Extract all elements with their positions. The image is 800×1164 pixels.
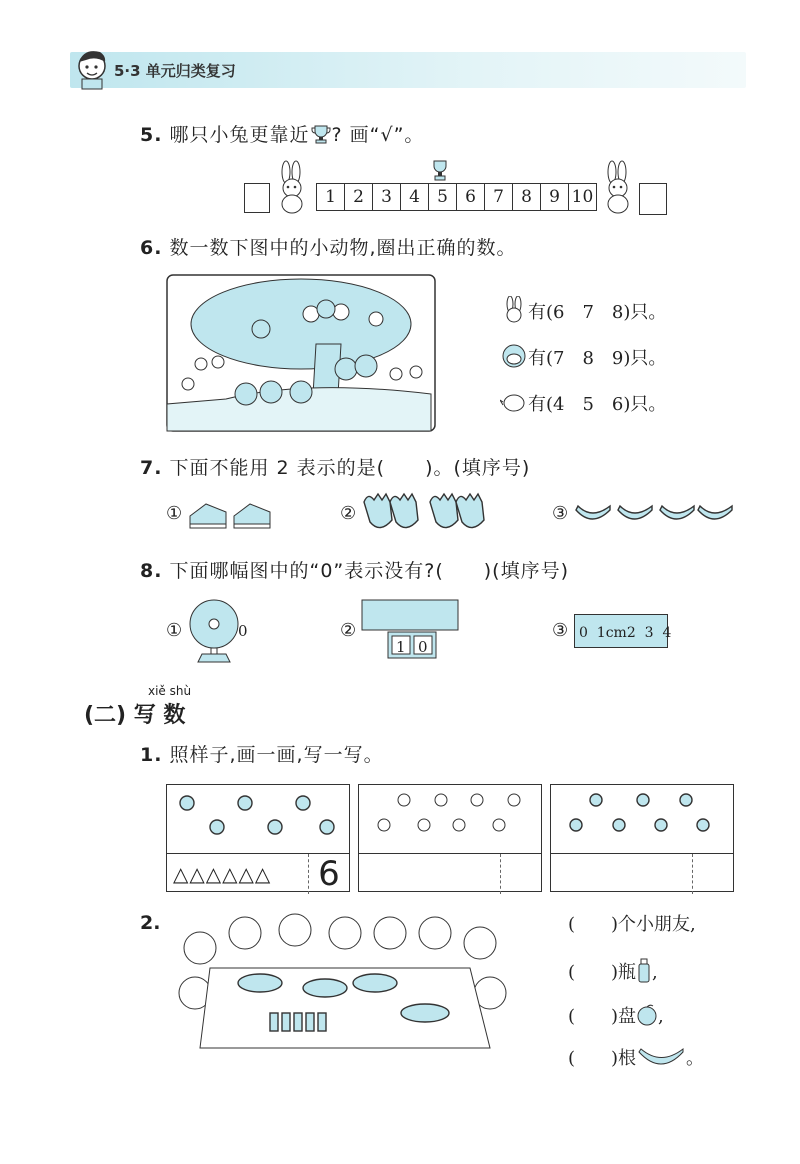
s2q1-text: 照样子,画一画,写一写。 — [169, 744, 384, 766]
ruler-cell: 2 — [345, 184, 373, 210]
q6-monkey-row — [500, 342, 666, 370]
q7-number: 7. — [140, 457, 163, 479]
q7-option-1-label: ① — [166, 503, 183, 524]
shoes-icon — [186, 498, 276, 532]
q6-number: 6. — [140, 237, 163, 259]
orange-icon — [636, 1004, 658, 1026]
ruler-cell: 1 — [317, 184, 345, 210]
animal-scene-illustration — [166, 274, 436, 432]
ruler-cell: 8 — [513, 184, 541, 210]
electric-fan-icon — [186, 596, 266, 666]
gloves-icon — [360, 490, 490, 538]
s2q2-oranges-row — [568, 1002, 664, 1028]
q6-rabbit-answer[interactable]: 有(6 7 8)只。 — [528, 302, 667, 323]
bananas-icon — [572, 496, 737, 530]
ruler-cell: 4 — [401, 184, 429, 210]
q5-answer-box-right[interactable] — [639, 183, 667, 215]
flowers-illustration — [167, 785, 349, 849]
roses-illustration — [551, 785, 733, 849]
rabbit-icon — [500, 296, 528, 324]
s2q2-bottles-row — [568, 958, 658, 984]
q6-monkey-answer[interactable]: 有(7 8 9)只。 — [528, 348, 667, 369]
q8-number: 8. — [140, 560, 163, 582]
trophy-marker-icon — [428, 158, 452, 184]
ruler-cell: 7 — [485, 184, 513, 210]
section2-title: (二) 写 数 — [84, 703, 186, 728]
q7-text: 下面不能用 2 表示的是( )。(填序号) — [169, 457, 531, 479]
ruler-cell: 6 — [457, 184, 485, 210]
s2q2-oranges-answer[interactable]: ( )盘 — [568, 1006, 637, 1027]
score-right: 0 — [418, 638, 428, 656]
q6-rabbit-row — [500, 296, 666, 324]
rabbit-left-icon — [272, 160, 312, 215]
bird-icon — [500, 388, 528, 416]
practice-card-3 — [550, 784, 734, 892]
q5-number-line — [316, 183, 597, 211]
q8-line — [140, 556, 569, 583]
q5-number: 5. — [140, 124, 163, 146]
q6-text: 数一数下图中的小动物,圈出正确的数。 — [169, 237, 517, 259]
q7-option-2-label: ② — [340, 503, 357, 524]
s2q1-number: 1. — [140, 744, 163, 766]
q8-text: 下面哪幅图中的“0”表示没有?( )(填序号) — [169, 560, 570, 582]
monkey-icon — [500, 342, 528, 370]
fan-switch-label: 0 — [238, 622, 248, 640]
ruler-illustration: 0 1cm2 3 4 — [574, 614, 668, 648]
write-digit-box[interactable] — [500, 854, 541, 894]
s2q2-bananas-row — [568, 1044, 704, 1070]
s2q2-bananas-answer[interactable]: ( )根 — [568, 1048, 637, 1069]
q8-option-1-label: ① — [166, 620, 183, 641]
header-title: 5·3 单元归类复习 — [114, 62, 236, 80]
s2q2-number: 2. — [140, 912, 161, 934]
q7-option-3-label: ③ — [552, 503, 569, 524]
q7-line — [140, 453, 530, 480]
q6-bird-row — [500, 388, 666, 416]
sample-digit-box — [308, 854, 349, 894]
s2q1-line — [140, 740, 384, 767]
white-flowers-illustration — [359, 785, 541, 849]
ruler-cell: 3 — [373, 184, 401, 210]
section2-pinyin: xiě shù — [148, 684, 192, 698]
sample-triangles: △△△△△△ — [173, 862, 272, 886]
ruler-cell: 10 — [571, 187, 594, 207]
s2q2-bottles-answer[interactable]: ( )瓶 — [568, 962, 637, 983]
boy-mascot-icon — [72, 44, 112, 90]
s2q2-bottles-punct: , — [652, 962, 658, 983]
score-left: 1 — [396, 638, 406, 656]
soccer-scoreboard-illustration — [360, 598, 460, 660]
write-digit-box[interactable] — [692, 854, 733, 894]
q5-answer-box-left[interactable] — [244, 183, 270, 213]
s2q2-children-answer[interactable]: ( )个小朋友, — [568, 914, 696, 935]
children-table-illustration — [160, 908, 520, 1058]
rabbit-right-icon — [598, 160, 638, 215]
practice-card-2 — [358, 784, 542, 892]
q6-bird-answer[interactable]: 有(4 5 6)只。 — [528, 394, 667, 415]
q8-option-3-label: ③ — [552, 620, 569, 641]
trophy-icon — [310, 123, 332, 145]
q6-line — [140, 233, 517, 260]
banana-icon — [636, 1046, 686, 1070]
bottle-icon — [636, 958, 652, 984]
ruler-cell: 5 — [429, 184, 457, 210]
q5-text-after: ? 画“√”。 — [331, 124, 425, 146]
q5-line — [140, 120, 424, 147]
s2q2-bananas-punct: 。 — [686, 1048, 705, 1069]
q8-option-2-label: ② — [340, 620, 357, 641]
sample-digit: 6 — [318, 854, 340, 894]
s2q2-oranges-punct: , — [658, 1006, 664, 1027]
practice-card-1 — [166, 784, 350, 892]
q5-text-before: 哪只小兔更靠近 — [169, 124, 310, 146]
ruler-cell: 9 — [541, 184, 569, 210]
